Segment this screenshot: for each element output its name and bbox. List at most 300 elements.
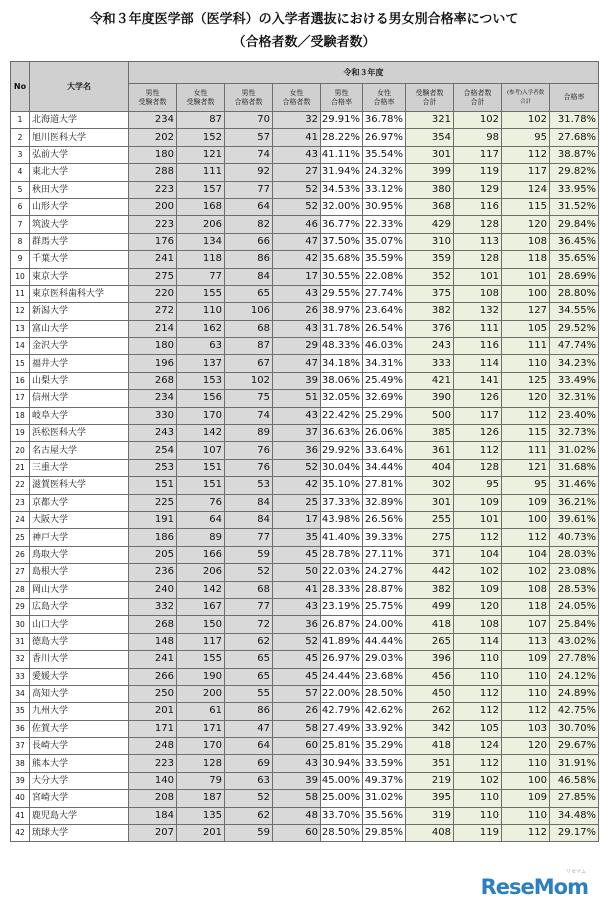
table-cell: 102 — [225, 372, 273, 389]
table-cell: 250 — [129, 685, 177, 702]
table-cell: 396 — [406, 651, 454, 668]
table-cell: 380 — [406, 181, 454, 198]
table-row — [11, 442, 599, 459]
table-row — [11, 181, 599, 198]
table-cell: 112 — [502, 407, 550, 424]
header-subcolumn-line1: 合格者数 — [463, 88, 492, 97]
table-cell: 176 — [129, 233, 177, 250]
header-subcolumn-line2: 合計 — [470, 97, 485, 106]
table-cell: 43 — [273, 146, 321, 163]
table-cell: 104 — [502, 546, 550, 563]
row-number: 33 — [11, 668, 30, 685]
table-cell: 121 — [502, 459, 550, 476]
table-cell: 37.50% — [321, 233, 363, 250]
table-cell: 153 — [177, 372, 225, 389]
table-cell: 32.73% — [550, 425, 599, 442]
table-cell: 27.68% — [550, 129, 599, 146]
table-cell: 102 — [502, 112, 550, 129]
table-cell: 26 — [273, 703, 321, 720]
table-cell: 22.42% — [321, 407, 363, 424]
table-cell: 225 — [129, 494, 177, 511]
table-cell: 456 — [406, 668, 454, 685]
table-cell: 128 — [454, 459, 502, 476]
table-cell: 109 — [454, 581, 502, 598]
table-row — [11, 738, 599, 755]
table-cell: 151 — [129, 477, 177, 494]
row-number: 17 — [11, 390, 30, 407]
header-year: 令和３年度 — [129, 62, 599, 84]
table-cell: 27.49% — [321, 720, 363, 737]
table-row — [11, 511, 599, 528]
table-cell: 109 — [502, 790, 550, 807]
table-cell: 24.00% — [363, 616, 406, 633]
table-cell: 418 — [406, 616, 454, 633]
row-number: 24 — [11, 511, 30, 528]
table-cell: 32 — [273, 112, 321, 129]
table-cell: 84 — [225, 494, 273, 511]
table-cell: 301 — [406, 494, 454, 511]
table-cell: 134 — [177, 233, 225, 250]
table-cell: 39 — [273, 372, 321, 389]
header-subcolumn — [550, 84, 599, 112]
table-cell: 115 — [502, 425, 550, 442]
table-cell: 255 — [406, 511, 454, 528]
table-cell: 35.68% — [321, 251, 363, 268]
table-cell: 101 — [454, 511, 502, 528]
table-cell: 66 — [225, 233, 273, 250]
table-row — [11, 251, 599, 268]
row-number: 15 — [11, 355, 30, 372]
table-cell: 45 — [273, 651, 321, 668]
table-cell: 69 — [225, 755, 273, 772]
table-cell: 61 — [177, 703, 225, 720]
table-cell: 28.50% — [363, 685, 406, 702]
header-subcolumn-line2: 合格者数 — [234, 97, 263, 106]
table-cell: 121 — [177, 146, 225, 163]
table-cell: 59 — [225, 546, 273, 563]
table-row — [11, 303, 599, 320]
table-cell: 112 — [454, 442, 502, 459]
university-name: 東京医科歯科大学 — [30, 285, 129, 302]
table-cell: 205 — [129, 546, 177, 563]
table-cell: 223 — [129, 755, 177, 772]
table-cell: 330 — [129, 407, 177, 424]
table-cell: 354 — [406, 129, 454, 146]
table-cell: 319 — [406, 807, 454, 824]
table-cell: 156 — [177, 390, 225, 407]
table-cell: 42 — [273, 477, 321, 494]
table-cell: 62 — [225, 633, 273, 650]
row-number: 10 — [11, 268, 30, 285]
table-cell: 112 — [454, 703, 502, 720]
table-cell: 108 — [502, 581, 550, 598]
university-name: 三重大学 — [30, 459, 129, 476]
table-cell: 36.78% — [363, 112, 406, 129]
table-cell: 116 — [454, 338, 502, 355]
table-cell: 120 — [454, 598, 502, 615]
table-cell: 118 — [177, 251, 225, 268]
table-cell: 243 — [406, 338, 454, 355]
table-cell: 110 — [502, 807, 550, 824]
table-cell: 29.85% — [363, 825, 406, 842]
header-subcolumn-line1: 男性 — [334, 88, 349, 97]
table-cell: 111 — [177, 164, 225, 181]
table-cell: 214 — [129, 320, 177, 337]
table-cell: 28.53% — [550, 581, 599, 598]
table-cell: 151 — [177, 459, 225, 476]
table-cell: 43.02% — [550, 633, 599, 650]
resemom-logo: ReseMom リセマム — [480, 869, 588, 899]
table-cell: 27.78% — [550, 651, 599, 668]
row-number: 9 — [11, 251, 30, 268]
row-number: 5 — [11, 181, 30, 198]
table-cell: 110 — [502, 668, 550, 685]
table-cell: 35 — [273, 529, 321, 546]
table-cell: 87 — [177, 112, 225, 129]
table-cell: 234 — [129, 112, 177, 129]
table-cell: 25.29% — [363, 407, 406, 424]
table-cell: 29 — [273, 338, 321, 355]
table-cell: 115 — [502, 198, 550, 215]
table-cell: 120 — [502, 390, 550, 407]
row-number: 28 — [11, 581, 30, 598]
table-cell: 30.95% — [363, 198, 406, 215]
table-cell: 30.55% — [321, 268, 363, 285]
table-cell: 106 — [225, 303, 273, 320]
table-cell: 112 — [502, 825, 550, 842]
table-cell: 51 — [273, 390, 321, 407]
table-cell: 190 — [177, 668, 225, 685]
table-cell: 112 — [502, 529, 550, 546]
table-cell: 37 — [273, 425, 321, 442]
header-subcolumn — [129, 84, 177, 112]
table-cell: 23.68% — [363, 668, 406, 685]
table-cell: 35.29% — [363, 738, 406, 755]
table-cell: 32.89% — [363, 494, 406, 511]
row-number: 7 — [11, 216, 30, 233]
table-cell: 79 — [177, 772, 225, 789]
table-cell: 41.40% — [321, 529, 363, 546]
table-cell: 110 — [502, 685, 550, 702]
university-name: 佐賀大学 — [30, 720, 129, 737]
table-cell: 109 — [454, 494, 502, 511]
table-cell: 17 — [273, 268, 321, 285]
table-cell: 126 — [454, 425, 502, 442]
table-cell: 84 — [225, 511, 273, 528]
table-row — [11, 425, 599, 442]
table-cell: 110 — [177, 303, 225, 320]
table-cell: 22.08% — [363, 268, 406, 285]
table-cell: 114 — [454, 633, 502, 650]
row-number: 21 — [11, 459, 30, 476]
table-cell: 333 — [406, 355, 454, 372]
table-row — [11, 146, 599, 163]
table-cell: 28.87% — [363, 581, 406, 598]
table-cell: 170 — [177, 407, 225, 424]
table-cell: 31.78% — [550, 112, 599, 129]
table-row — [11, 633, 599, 650]
table-cell: 45 — [273, 546, 321, 563]
header-university: 大学名 — [30, 62, 129, 112]
table-cell: 34.44% — [363, 459, 406, 476]
table-cell: 23.64% — [363, 303, 406, 320]
header-subcolumn — [454, 84, 502, 112]
table-cell: 77 — [177, 268, 225, 285]
table-cell: 41.89% — [321, 633, 363, 650]
table-cell: 152 — [177, 129, 225, 146]
table-cell: 67 — [225, 355, 273, 372]
table-row — [11, 598, 599, 615]
table-cell: 180 — [129, 146, 177, 163]
university-name: 滋賀医科大学 — [30, 477, 129, 494]
table-cell: 36 — [273, 616, 321, 633]
row-number: 14 — [11, 338, 30, 355]
table-cell: 87 — [225, 338, 273, 355]
table-cell: 418 — [406, 738, 454, 755]
table-cell: 52 — [225, 790, 273, 807]
table-cell: 124 — [502, 181, 550, 198]
table-cell: 34.55% — [550, 303, 599, 320]
header-subcolumn-line2: 受験者数 — [186, 97, 215, 106]
table-cell: 111 — [502, 338, 550, 355]
row-number: 26 — [11, 546, 30, 563]
university-name: 鹿児島大学 — [30, 807, 129, 824]
table-cell: 234 — [129, 390, 177, 407]
table-cell: 24.32% — [363, 164, 406, 181]
table-cell: 102 — [454, 772, 502, 789]
table-cell: 253 — [129, 459, 177, 476]
table-cell: 33.70% — [321, 807, 363, 824]
table-cell: 29.03% — [363, 651, 406, 668]
table-cell: 26.87% — [321, 616, 363, 633]
table-cell: 46.03% — [363, 338, 406, 355]
table-cell: 74 — [225, 146, 273, 163]
table-cell: 32.69% — [363, 390, 406, 407]
table-cell: 399 — [406, 164, 454, 181]
table-cell: 28.03% — [550, 546, 599, 563]
table-cell: 29.92% — [321, 442, 363, 459]
table-cell: 29.84% — [550, 216, 599, 233]
table-cell: 241 — [129, 251, 177, 268]
table-cell: 109 — [502, 651, 550, 668]
row-number: 16 — [11, 372, 30, 389]
table-cell: 26.54% — [363, 320, 406, 337]
university-name: 宮崎大学 — [30, 790, 129, 807]
table-cell: 206 — [177, 216, 225, 233]
university-name: 富山大学 — [30, 320, 129, 337]
table-cell: 108 — [454, 616, 502, 633]
table-cell: 31.02% — [550, 442, 599, 459]
table-cell: 24.05% — [550, 598, 599, 615]
table-cell: 118 — [502, 598, 550, 615]
table-cell: 29.91% — [321, 112, 363, 129]
row-number: 18 — [11, 407, 30, 424]
table-cell: 48 — [273, 807, 321, 824]
table-cell: 36.63% — [321, 425, 363, 442]
table-cell: 105 — [502, 320, 550, 337]
table-cell: 43 — [273, 755, 321, 772]
row-number: 8 — [11, 233, 30, 250]
table-cell: 28.78% — [321, 546, 363, 563]
table-cell: 236 — [129, 564, 177, 581]
table-row — [11, 268, 599, 285]
table-cell: 42.75% — [550, 703, 599, 720]
header-subcolumn-line1: (参考)入学者数 — [506, 89, 545, 96]
table-row — [11, 755, 599, 772]
table-cell: 74 — [225, 407, 273, 424]
table-cell: 95 — [454, 477, 502, 494]
table-cell: 268 — [129, 616, 177, 633]
table-cell: 86 — [225, 703, 273, 720]
table-cell: 110 — [454, 651, 502, 668]
table-cell: 351 — [406, 755, 454, 772]
table-cell: 117 — [454, 146, 502, 163]
header-subcolumn-line2: 合格者数 — [282, 97, 311, 106]
row-number: 6 — [11, 198, 30, 215]
table-cell: 77 — [225, 529, 273, 546]
table-cell: 208 — [129, 790, 177, 807]
table-cell: 24.44% — [321, 668, 363, 685]
table-cell: 275 — [129, 268, 177, 285]
row-number: 35 — [11, 703, 30, 720]
table-row — [11, 703, 599, 720]
table-cell: 137 — [177, 355, 225, 372]
table-cell: 499 — [406, 598, 454, 615]
table-cell: 48.33% — [321, 338, 363, 355]
table-row — [11, 372, 599, 389]
table-cell: 241 — [129, 651, 177, 668]
table-cell: 58 — [273, 720, 321, 737]
university-name: 琉球大学 — [30, 825, 129, 842]
table-cell: 166 — [177, 546, 225, 563]
table-row — [11, 477, 599, 494]
table-cell: 31.46% — [550, 477, 599, 494]
header-subcolumn-line2: 受験者数 — [138, 97, 167, 106]
table-cell: 25.00% — [321, 790, 363, 807]
table-row — [11, 581, 599, 598]
university-name: 山梨大学 — [30, 372, 129, 389]
table-cell: 30.04% — [321, 459, 363, 476]
table-cell: 35.65% — [550, 251, 599, 268]
table-row — [11, 320, 599, 337]
table-cell: 62 — [225, 807, 273, 824]
table-cell: 33.92% — [363, 720, 406, 737]
table-cell: 100 — [502, 285, 550, 302]
table-cell: 39.61% — [550, 511, 599, 528]
table-cell: 107 — [502, 616, 550, 633]
table-cell: 52 — [273, 459, 321, 476]
table-row — [11, 790, 599, 807]
table-cell: 186 — [129, 529, 177, 546]
table-cell: 302 — [406, 477, 454, 494]
row-number: 12 — [11, 303, 30, 320]
table-cell: 36 — [273, 442, 321, 459]
header-subcolumn-line2: 合計 — [519, 98, 531, 105]
university-name: 島根大学 — [30, 564, 129, 581]
table-row — [11, 216, 599, 233]
table-cell: 180 — [129, 338, 177, 355]
table-cell: 25.75% — [363, 598, 406, 615]
row-number: 4 — [11, 164, 30, 181]
table-row — [11, 459, 599, 476]
table-cell: 128 — [454, 251, 502, 268]
table-cell: 272 — [129, 303, 177, 320]
table-cell: 112 — [502, 146, 550, 163]
table-cell: 41 — [273, 129, 321, 146]
table-cell: 42 — [273, 251, 321, 268]
table-cell: 375 — [406, 285, 454, 302]
row-number: 40 — [11, 790, 30, 807]
table-cell: 262 — [406, 703, 454, 720]
table-cell: 108 — [502, 233, 550, 250]
table-cell: 28.22% — [321, 129, 363, 146]
row-number: 3 — [11, 146, 30, 163]
table-cell: 27 — [273, 164, 321, 181]
university-name: 北海道大学 — [30, 112, 129, 129]
table-cell: 31.52% — [550, 198, 599, 215]
university-name: 東京大学 — [30, 268, 129, 285]
table-cell: 168 — [177, 198, 225, 215]
table-cell: 109 — [502, 494, 550, 511]
table-cell: 42.62% — [363, 703, 406, 720]
table-cell: 52 — [273, 181, 321, 198]
table-cell: 421 — [406, 372, 454, 389]
university-name: 熊本大学 — [30, 755, 129, 772]
table-cell: 120 — [502, 738, 550, 755]
table-cell: 500 — [406, 407, 454, 424]
table-cell: 128 — [454, 216, 502, 233]
table-cell: 162 — [177, 320, 225, 337]
table-cell: 64 — [225, 198, 273, 215]
header-subcolumn-line2: 合格率 — [373, 97, 395, 106]
table-cell: 404 — [406, 459, 454, 476]
table-cell: 28.50% — [321, 825, 363, 842]
table-cell: 254 — [129, 442, 177, 459]
table-cell: 17 — [273, 511, 321, 528]
table-cell: 25.49% — [363, 372, 406, 389]
row-number: 25 — [11, 529, 30, 546]
table-cell: 68 — [225, 320, 273, 337]
table-cell: 200 — [129, 198, 177, 215]
table-row — [11, 772, 599, 789]
table-cell: 111 — [502, 442, 550, 459]
table-cell: 57 — [225, 129, 273, 146]
table-cell: 140 — [129, 772, 177, 789]
page-title: 令和３年度医学部（医学科）の入学者選抜における男女別合格率について — [89, 12, 519, 27]
table-cell: 46 — [273, 216, 321, 233]
table-cell: 64 — [225, 738, 273, 755]
row-number: 2 — [11, 129, 30, 146]
table-row — [11, 651, 599, 668]
row-number: 31 — [11, 633, 30, 650]
table-cell: 124 — [454, 738, 502, 755]
table-cell: 102 — [454, 112, 502, 129]
table-cell: 76 — [225, 459, 273, 476]
table-cell: 63 — [177, 338, 225, 355]
table-cell: 98 — [454, 129, 502, 146]
table-cell: 301 — [406, 146, 454, 163]
table-cell: 117 — [454, 407, 502, 424]
university-name: 筑波大学 — [30, 216, 129, 233]
table-cell: 171 — [177, 720, 225, 737]
table-cell: 60 — [273, 738, 321, 755]
table-cell: 120 — [502, 216, 550, 233]
table-cell: 206 — [177, 564, 225, 581]
university-name: 鳥取大学 — [30, 546, 129, 563]
table-cell: 24.12% — [550, 668, 599, 685]
table-cell: 23.08% — [550, 564, 599, 581]
table-cell: 33.12% — [363, 181, 406, 198]
